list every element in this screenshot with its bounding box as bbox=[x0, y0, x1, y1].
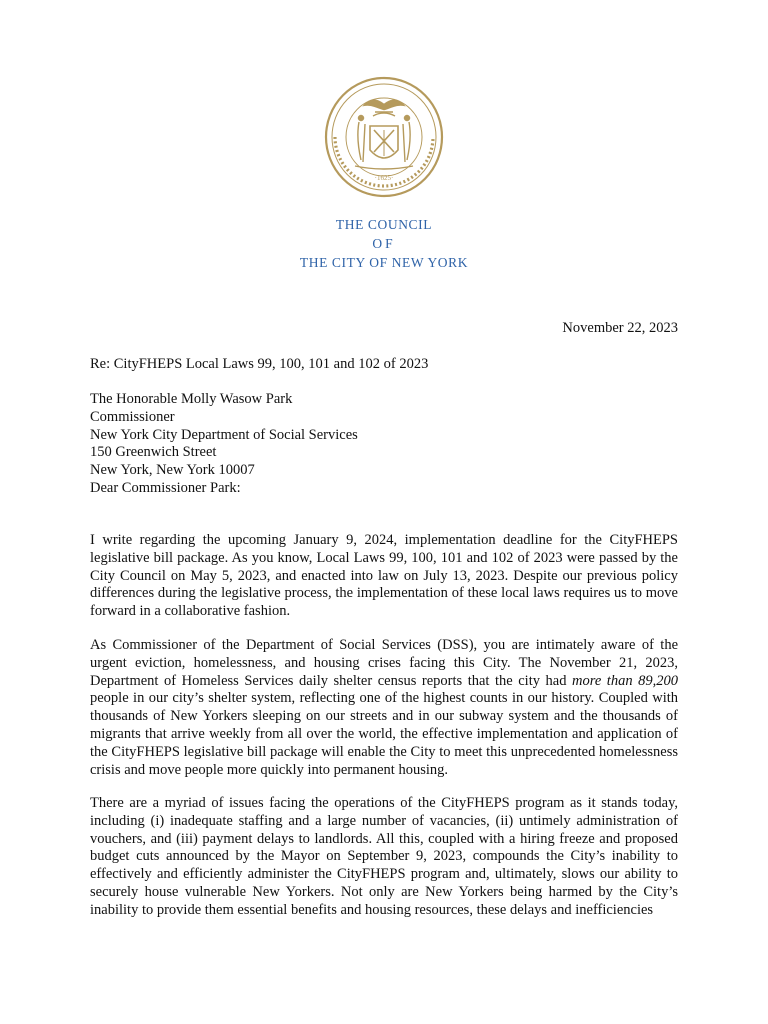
paragraph-3: There are a myriad of issues facing the operations of the CityFHEPS program as it stands today, including (i) inadequate staffing and a large number of vacancies, (ii) untimely administration of vouchers, and (iii) payment delays to landlords. All this, coupled with a hiring freeze and proposed budget cuts announced by the Mayor on September 9, 2023, compounds the City’s inability to effectively and efficiently administer the CityFHEPS program and, ultimately, slows our ability to securely house vulnerable New Yorkers. Not only are New Yorkers being harmed by the City’s inability to provide them essential benefits and housing resources, these delays and inefficiencies bbox=[90, 795, 678, 918]
city-seal-icon bbox=[323, 76, 445, 198]
salutation: Dear Commissioner Park: bbox=[90, 480, 241, 496]
recipient-city: New York, New York 10007 bbox=[90, 462, 255, 479]
recipient-street: 150 Greenwich Street bbox=[90, 444, 217, 461]
subject-line: Re: CityFHEPS Local Laws 99, 100, 101 and 102 of 2023 bbox=[90, 356, 429, 372]
letterhead-line-3: THE CITY OF NEW YORK bbox=[299, 255, 469, 270]
paragraph-1: I write regarding the upcoming January 9, 2024, implementation deadline for the CityFHEPS legislative bill package. As you know, Local Laws 99, 100, 101 and 102 of 2023 were passed by the City Council on May 5, 2023, and enacted into law on July 13, 2023. Despite our previous policy differences during the legislative process, the implementation of these local laws requires us to move forward in a collaborative fashion. bbox=[90, 532, 678, 620]
paragraph-2-part-b: people in our city’s shelter system, reflecting one of the highest counts in our history. Coupled with thousands of New Yorkers sleeping on our streets and in our subway system and the thousands of migrants that arrive weekly from all over the world, the effective implementation and application of the CityFHEPS legislative bill package will enable the City to meet this unprecedented homelessness crisis and move people more quickly into permanent housing. bbox=[90, 690, 678, 778]
seal-year: ·1625· bbox=[374, 174, 394, 182]
recipient-title: Commissioner bbox=[90, 408, 175, 425]
recipient-name: The Honorable Molly Wasow Park bbox=[90, 391, 293, 407]
recipient-org: New York City Department of Social Services bbox=[90, 426, 358, 443]
paragraph-2-part-a: As Commissioner of the Department of Social Services (DSS), you are intimately aware of the urgent eviction, homelessness, and housing crises facing this City. The November 21, 2023, Department of Homeless Services daily shelter census reports that the city had bbox=[90, 637, 678, 689]
letterhead-line-1: THE COUNCIL bbox=[335, 217, 433, 232]
recipient-address bbox=[90, 391, 678, 480]
letterhead-line-2: OF bbox=[372, 236, 396, 251]
paragraph-2-emphasis: more than 89,200 bbox=[572, 672, 678, 689]
paragraph-2 bbox=[90, 637, 678, 779]
letter-date: November 22, 2023 bbox=[562, 320, 678, 336]
